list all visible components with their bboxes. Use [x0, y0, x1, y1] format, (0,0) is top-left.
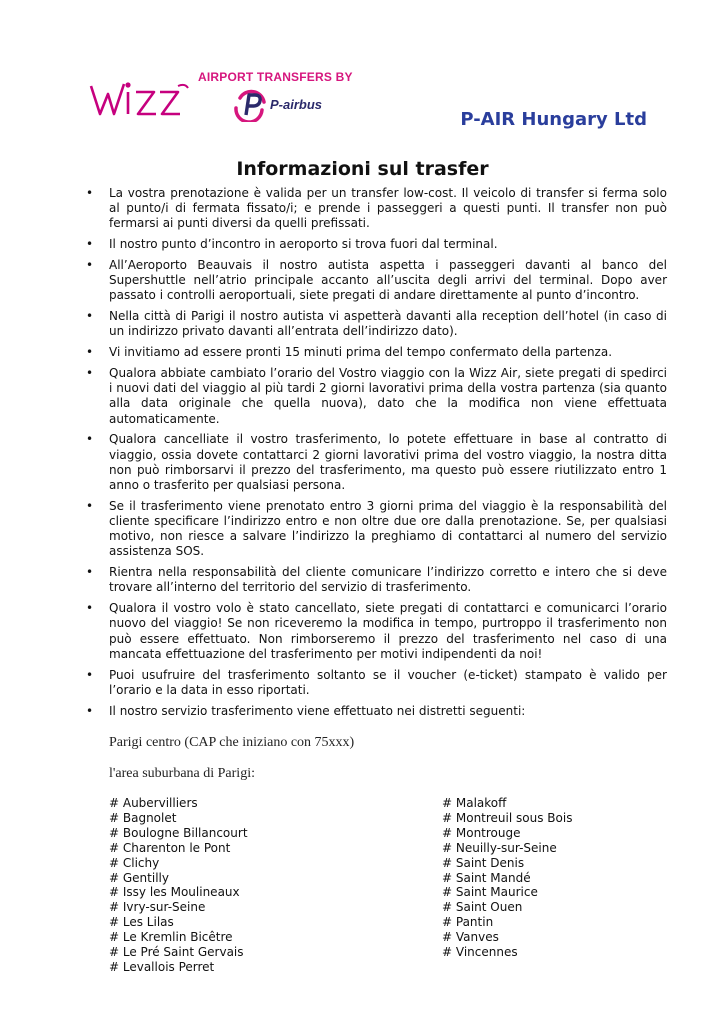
district-item: # Le Kremlin Bicêtre [109, 930, 233, 945]
district-item: # Saint Ouen [442, 900, 523, 915]
district-item: # Levallois Perret [109, 959, 215, 974]
district-list-left [109, 796, 248, 975]
info-bullet: • Vi invitiamo ad essere pronti 15 minuti prima del tempo confermato della partenza. [84, 345, 667, 360]
district-item: # Neuilly-sur-Seine [442, 840, 557, 855]
district-item: # Aubervilliers [109, 796, 198, 810]
district-item: # Montrouge [442, 825, 521, 840]
info-bullet: • Qualora cancelliate il vostro trasferimento, lo potete effettuare in base al contratto di viaggio, ossia dovete contattarci 2 giorni lavorativi prima del vostro viaggio, la nostra ditta non può rimborsarvi il prezzo del trasferimento, ma questo può essere riutilizzato entro 1 anno o trasferito per qualsiasi persona. [84, 432, 667, 493]
district-item: # Pantin [442, 915, 494, 930]
district-item: # Charenton le Pont [109, 840, 231, 855]
district-item: # Malakoff [442, 796, 507, 810]
info-bullet-list [84, 186, 667, 724]
district-item: # Ivry-sur-Seine [109, 900, 206, 915]
district-item: # Bagnolet [109, 810, 177, 825]
district-item: # Montreuil sous Bois [442, 810, 573, 825]
district-item: # Les Lilas [109, 915, 174, 930]
district-item: # Le Pré Saint Gervais [109, 945, 244, 960]
district-item: # Saint Mandé [442, 870, 531, 885]
info-bullet: • Se il trasferimento viene prenotato entro 3 giorni prima del viaggio è la responsabilità del cliente specificare l’indirizzo entro e non oltre due ore dalla prenotazione. Se, per qualsiasi motivo, non riesce a salvare l’indirizzo la preghiamo di contattarci al numero del servizio assistenza SOS. [84, 499, 667, 560]
suburb-heading: l'area suburbana di Parigi: [109, 766, 255, 781]
district-item: # Clichy [109, 855, 160, 870]
wizz-logo [88, 78, 190, 120]
info-bullet: • Il nostro servizio trasferimento viene effettuato nei distretti seguenti: [84, 704, 667, 719]
info-bullet: • All’Aeroporto Beauvais il nostro autista aspetta i passeggeri davanti al banco del Supershuttle nell’atrio principale accanto all’uscita degli arrivi del terminal. Dopo aver passato i controlli aeroportuali, siete pregati di andare direttamente al punto d’incontro. [84, 258, 667, 304]
district-item: # Boulogne Billancourt [109, 825, 248, 840]
zone-center-line: Parigi centro (CAP che iniziano con 75xxx) [109, 735, 355, 750]
info-bullet: • Nella città di Parigi il nostro autista vi aspetterà davanti alla reception dell’hotel (in caso di un indirizzo privato davanti all’entrata dell’indirizzo dato). [84, 309, 667, 339]
district-item: # Saint Maurice [442, 885, 538, 900]
info-bullet: • La vostra prenotazione è valida per un transfer low-cost. Il veicolo di transfer si ferma solo al punto/i di fermata fissato/i; e prende i passeggeri a questi punti. Il transfer non può fermarsi ai punti diversi da quelli prefissati. [84, 186, 667, 232]
info-bullet: • Il nostro punto d’incontro in aeroporto si trova fuori dal terminal. [84, 237, 667, 252]
district-item: # Gentilly [109, 870, 169, 885]
info-bullet: • Qualora il vostro volo è stato cancellato, siete pregati di contattarci e comunicarci l’orario nuovo del viaggio! Se non riceveremo la modifica in tempo, purtroppo il trasferimento non può essere effettuato. Non rimborseremo il prezzo del trasferimento nel caso di una mancata effettuazione del trasferimento per motivi indipendenti da noi! [84, 601, 667, 662]
pairbus-logo-text: P-airbus [270, 97, 323, 112]
page-title: Informazioni sul trasfer [236, 158, 489, 180]
transfers-by-label: AIRPORT TRANSFERS BY [198, 70, 353, 84]
info-bullet: • Qualora abbiate cambiato l’orario del Vostro viaggio con la Wizz Air, siete pregati di spedirci i nuovi dati del viaggio al più tardi 2 giorni lavorativi prima della vostra partenza (sia quanto alla data originale che quella nuova), dato che la modifica non viene effettuata automaticamente. [84, 366, 667, 427]
district-item: # Vanves [442, 930, 499, 945]
district-item: # Vincennes [442, 945, 518, 960]
pairbus-logo-icon [232, 88, 268, 122]
company-name: P-AIR Hungary Ltd [460, 109, 647, 130]
district-list-right [442, 796, 572, 960]
info-bullet: • Puoi usufruire del trasferimento soltanto se il voucher (e-ticket) stampato è valido per l’orario e la data in esso riportati. [84, 668, 667, 698]
district-item: # Saint Denis [442, 855, 525, 870]
district-item: # Issy les Moulineaux [109, 885, 240, 900]
info-bullet: • Rientra nella responsabilità del cliente comunicare l’indirizzo corretto e intero che si deve trovare all’interno del territorio del servizio di trasferimento. [84, 565, 667, 595]
